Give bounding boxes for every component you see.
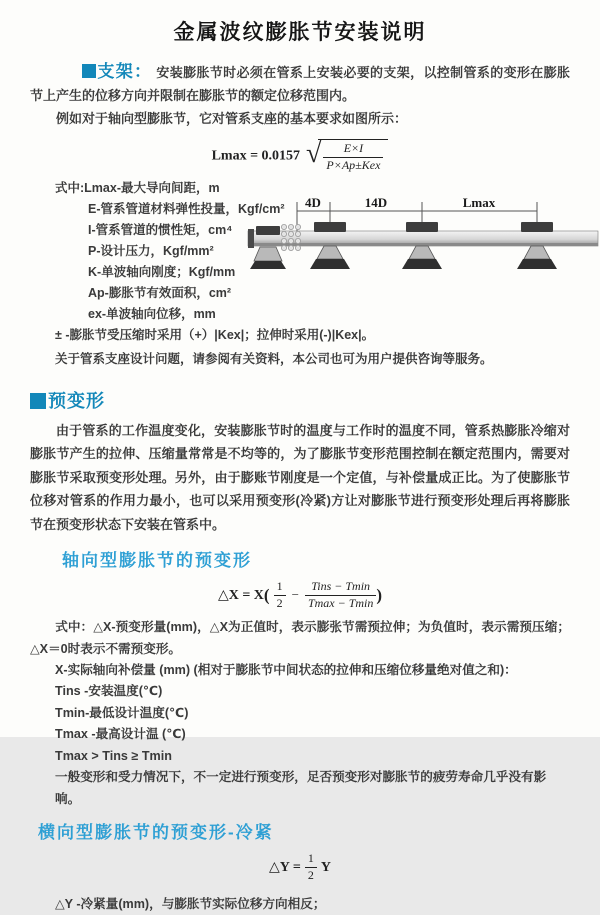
- minus-operator: −: [291, 587, 299, 603]
- service-note: 关于管系支座设计问题，请参阅有关资料，本公司也可为用户提供咨询等服务。: [55, 351, 493, 366]
- lmax-formula-numerator: E×I: [323, 142, 383, 158]
- axial-explain-paragraph: 式中：△X-预变形量(mm)，△X为正值时，表示膨张节需预拉伸；为负值时，表示需预压缩；△X＝0时表示不需预变形。: [30, 619, 570, 656]
- axial-variable-lines: [55, 660, 570, 811]
- variable-line: X-实际轴向补偿量 (mm) (相对于膨胀节中间状态的拉伸和压缩位移量绝对值之和)：: [55, 662, 517, 677]
- transverse-subheading: 横向型膨胀节的预变形-冷紧: [38, 823, 274, 843]
- pipe-diagram-svg: [248, 193, 598, 285]
- dim-label-14d: 14D: [364, 195, 388, 210]
- definition-row: E-管系管道材料弹性投量，Kgf/cm²: [88, 201, 285, 216]
- half-fraction: [305, 852, 317, 883]
- variable-line: Tins -安装温度(℃): [55, 684, 163, 699]
- lmax-formula: [30, 139, 570, 173]
- section-marker-icon: [82, 64, 96, 78]
- section-marker-icon: [30, 393, 46, 409]
- close-paren: ): [376, 585, 383, 605]
- transverse-note: △Y -冷紧量(mm)，与膨胀节实际位移方向相反；: [55, 896, 326, 911]
- support-intro-text: 安装膨胀节时必须在管系上安装必要的支架，以控制管系的变形在膨胀节上产生的位移方向并限制在膨胀节的额定位移范围内。: [30, 65, 570, 103]
- axial-formula-lhs: △X = X: [217, 588, 264, 604]
- variable-line: 一般变形和受力情况下，不一定进行预变形，足否预变形对膨胀节的疲劳寿命几乎没有影响。: [55, 770, 547, 806]
- temperature-denominator: Tmax − Tmin: [307, 595, 374, 610]
- half-denominator: 2: [276, 595, 283, 610]
- definition-text: Lmax-最大导向间距，m: [84, 180, 220, 195]
- half-denominator: 2: [307, 867, 314, 882]
- page-title: 金属波纹膨胀节安装说明: [173, 21, 427, 44]
- dim-label-4d: 4D: [305, 195, 321, 210]
- variable-line: Tmin-最低设计温度(℃): [55, 705, 189, 720]
- radical-sign: √: [306, 138, 322, 169]
- variable-line: Tmax -最高设计温 (℃): [55, 727, 186, 742]
- transverse-formula-lhs: △Y =: [269, 860, 301, 876]
- definition-row: ex-单波轴向位移，mm: [88, 306, 216, 321]
- lmax-formula-denominator: P×Ap±Kex: [326, 157, 381, 172]
- axial-formula: [30, 580, 570, 611]
- half-fraction: [274, 580, 286, 611]
- transverse-formula: [30, 852, 570, 883]
- temperature-fraction: [305, 580, 376, 611]
- axial-subheading: 轴向型膨胀节的预变形: [62, 551, 252, 571]
- transverse-formula-rhs: Y: [320, 860, 331, 876]
- support-example-paragraph: 例如对于轴向型膨胀节，它对管系支座的基本要求如图所示：: [56, 111, 408, 126]
- definitions-label: 式中:: [55, 180, 85, 195]
- pipe-support-diagram: [248, 193, 598, 285]
- definition-row: ± -膨胀节受压缩时采用（+）|Kex|；拉伸时采用(-)|Kex|。: [55, 327, 375, 342]
- preform-heading-label: 预变形: [48, 390, 105, 411]
- definition-row: P-设计压力，Kgf/mm²: [88, 243, 214, 258]
- definition-row: Ap-膨胀节有效面积，cm²: [88, 285, 232, 300]
- half-numerator: 1: [274, 580, 286, 596]
- temperature-numerator: Tins − Tmin: [305, 580, 376, 596]
- preform-section-heading: [30, 387, 570, 413]
- sqrt-expression: [306, 139, 388, 173]
- definition-row: K-单波轴向刚度；Kgf/mm: [88, 264, 236, 279]
- dim-label-lmax: Lmax: [462, 195, 496, 210]
- support-section-heading: [82, 62, 152, 81]
- open-paren: (: [263, 585, 270, 605]
- lmax-formula-lhs: Lmax = 0.0157: [211, 148, 301, 164]
- definition-row: I-管系管道的惯性矩，cm⁴: [88, 222, 233, 237]
- preform-paragraph: 由于管系的工作温度变化，安装膨胀节时的温度与工作时的温度不同，管系热膨胀冷缩对膨胀节产生的拉伸、压缩量常常是不均等的，为了膨胀节变形范围控制在额定范围内，需要对膨胀节采取预变形处理。另外，由于膨账节刚度是一个定值，与补偿量成正比。为了使膨胀节位移对管系的作用力最小，也可以采用预变形(冷紧)方让对膨胀节进行预变形处理后再将膨胀节在预变形状态下安装在管系中。: [30, 422, 570, 532]
- half-numerator: 1: [305, 852, 317, 868]
- variable-line: Tmax > Tins ≥ Tmin: [55, 748, 172, 763]
- support-heading-label: 支架：: [97, 62, 153, 81]
- support-intro-paragraph: [30, 60, 570, 107]
